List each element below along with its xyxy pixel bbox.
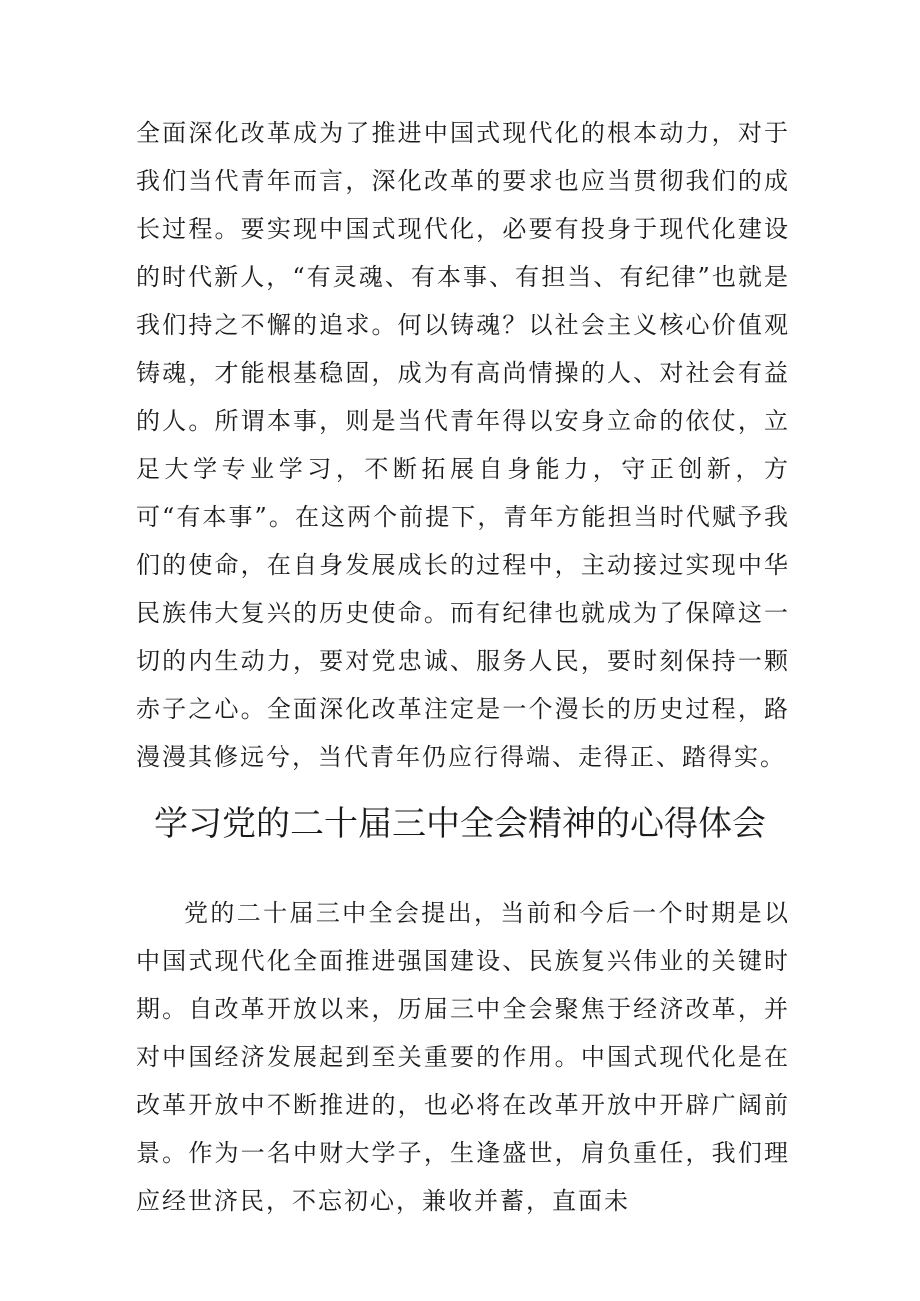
body-paragraph-2: 党的二十届三中全会提出，当前和今后一个时期是以中国式现代化全面推进强国建设、民族复兴伟业的关键时期。自改革开放以来，历届三中全会聚焦于经济改革，并对中国经济发展起到至关重要的作用。中国式现代化是在改革开放中不断推进的，也必将在改革开放中开辟广阔前景。作为一名中财大学子，生逢盛世，肩负重任，我们理应经世济民，不忘初心，兼收并蓄，直面未: [136, 899, 790, 1215]
article-title: 学习党的二十届三中全会精神的心得体会: [154, 804, 766, 844]
body-paragraph-1: 全面深化改革成为了推进中国式现代化的根本动力，对于我们当代青年而言，深化改革的要求也应当贯彻我们的成长过程。要实现中国式现代化，必要有投身于现代化建设的时代新人，“有灵魂、有本事、有担当、有纪律”也就是我们持之不懈的追求。何以铸魂？以社会主义核心价值观铸魂，才能根基稳固，成为有高尚情操的人、对社会有益的人。所谓本事，则是当代青年得以安身立命的依仗，立足大学专业学习，不断拓展自身能力，守正创新，方可“有本事”。在这两个前提下，青年方能担当时代赋予我们的使命，在自身发展成长的过程中，主动接过实现中华民族伟大复兴的历史使命。而有纪律也就成为了保障这一切的内生动力，要对党忠诚、服务人民，要时刻保持一颗赤子之心。全面深化改革注定是一个漫长的历史过程，路漫漫其修远兮，当代青年仍应行得端、走得正、踏得实。: [136, 119, 790, 771]
